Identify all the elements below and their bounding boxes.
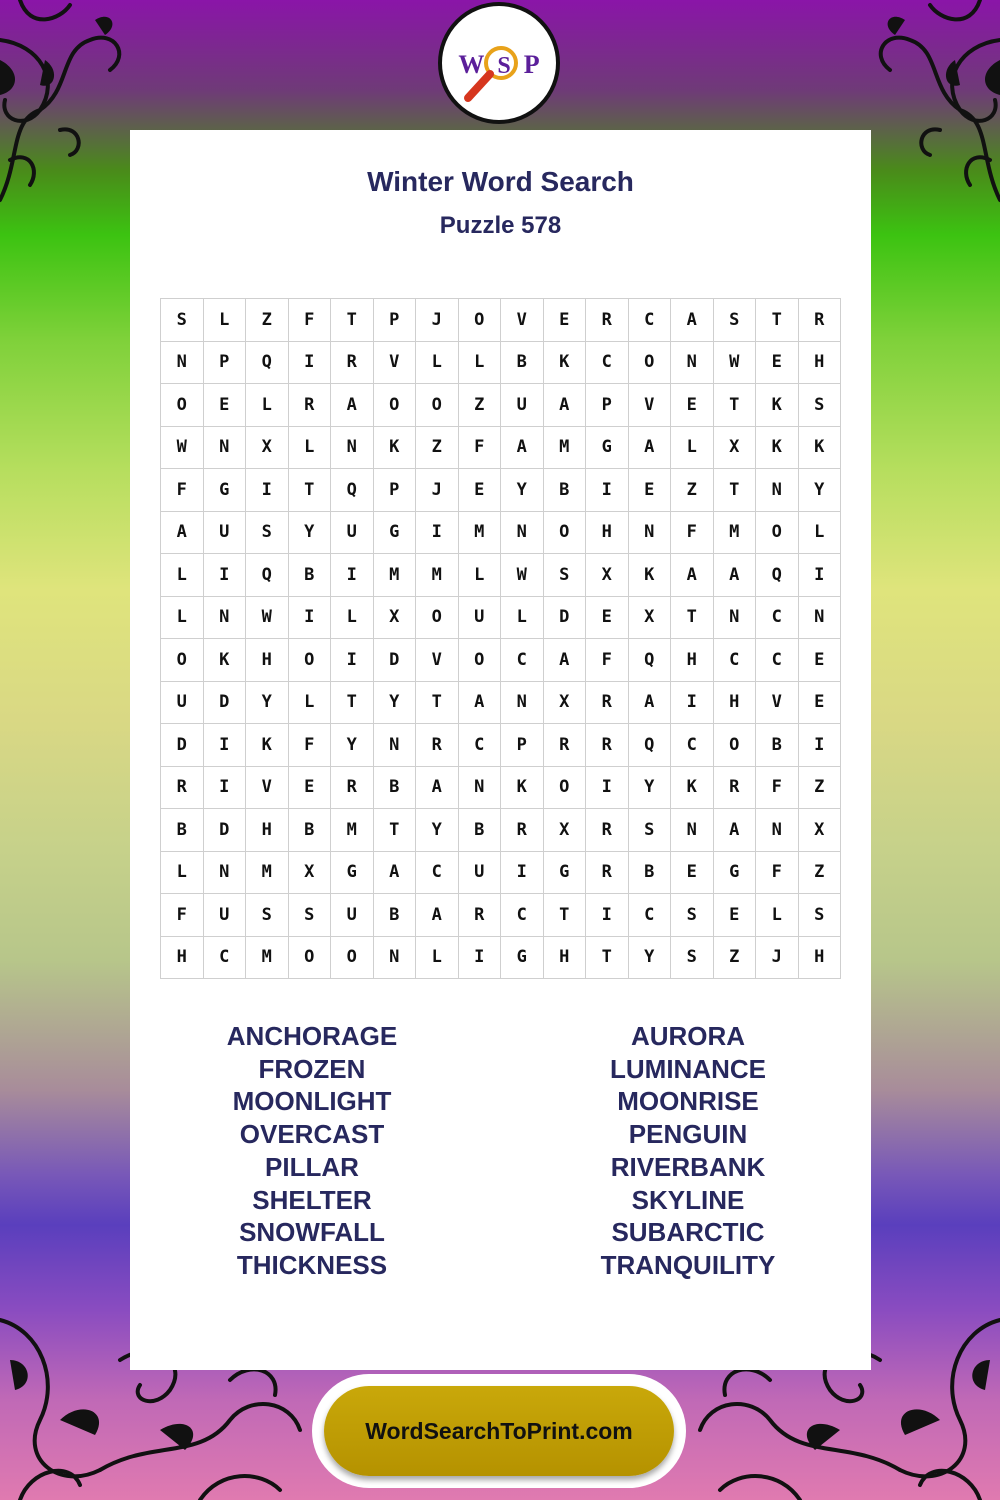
grid-cell[interactable]: C xyxy=(756,639,799,682)
grid-cell[interactable]: Y xyxy=(331,724,374,767)
grid-cell[interactable]: K xyxy=(799,427,842,470)
grid-cell[interactable]: G xyxy=(714,852,757,895)
grid-cell[interactable]: P xyxy=(204,342,247,385)
grid-cell[interactable]: E xyxy=(544,299,587,342)
grid-cell[interactable]: A xyxy=(629,682,672,725)
grid-cell[interactable]: N xyxy=(374,724,417,767)
grid-cell[interactable]: C xyxy=(501,639,544,682)
grid-cell[interactable]: A xyxy=(714,554,757,597)
grid-cell[interactable]: N xyxy=(374,937,417,980)
grid-cell[interactable]: B xyxy=(544,469,587,512)
grid-cell[interactable]: I xyxy=(416,512,459,555)
grid-cell[interactable]: I xyxy=(204,767,247,810)
grid-cell[interactable]: I xyxy=(246,469,289,512)
grid-cell[interactable]: E xyxy=(629,469,672,512)
grid-cell[interactable]: T xyxy=(416,682,459,725)
grid-cell[interactable]: I xyxy=(331,554,374,597)
grid-cell[interactable]: T xyxy=(714,469,757,512)
grid-cell[interactable]: C xyxy=(671,724,714,767)
grid-cell[interactable]: N xyxy=(671,342,714,385)
grid-cell[interactable]: Y xyxy=(501,469,544,512)
grid-cell[interactable]: L xyxy=(246,384,289,427)
grid-cell[interactable]: L xyxy=(289,427,332,470)
grid-cell[interactable]: O xyxy=(459,299,502,342)
grid-cell[interactable]: U xyxy=(501,384,544,427)
grid-cell[interactable]: L xyxy=(331,597,374,640)
grid-cell[interactable]: S xyxy=(671,894,714,937)
grid-cell[interactable]: N xyxy=(161,342,204,385)
grid-cell[interactable]: R xyxy=(331,767,374,810)
grid-cell[interactable]: O xyxy=(544,767,587,810)
grid-cell[interactable]: H xyxy=(714,682,757,725)
grid-cell[interactable]: U xyxy=(459,597,502,640)
grid-cell[interactable]: A xyxy=(161,512,204,555)
grid-cell[interactable]: M xyxy=(246,852,289,895)
grid-cell[interactable]: H xyxy=(671,639,714,682)
grid-cell[interactable]: K xyxy=(246,724,289,767)
word-list-left xyxy=(162,1020,462,1282)
grid-cell[interactable]: V xyxy=(416,639,459,682)
site-logo xyxy=(438,2,560,124)
grid-cell[interactable]: X xyxy=(374,597,417,640)
grid-cell[interactable]: R xyxy=(459,894,502,937)
grid-cell[interactable]: C xyxy=(501,894,544,937)
grid-cell[interactable]: Y xyxy=(416,809,459,852)
grid-cell[interactable]: N xyxy=(204,427,247,470)
grid-cell[interactable]: K xyxy=(374,427,417,470)
word-list-item: FROZEN xyxy=(258,1053,366,1084)
grid-cell[interactable]: T xyxy=(756,299,799,342)
grid-cell[interactable]: E xyxy=(289,767,332,810)
logo-letter-s: S xyxy=(497,53,511,79)
grid-cell[interactable]: Z xyxy=(714,937,757,980)
grid-cell[interactable]: W xyxy=(501,554,544,597)
grid-cell[interactable]: R xyxy=(586,809,629,852)
grid-cell[interactable]: E xyxy=(714,894,757,937)
grid-cell[interactable]: H xyxy=(246,639,289,682)
grid-cell[interactable]: B xyxy=(629,852,672,895)
grid-cell[interactable]: N xyxy=(629,512,672,555)
grid-cell[interactable]: G xyxy=(204,469,247,512)
grid-cell[interactable]: O xyxy=(289,937,332,980)
grid-cell[interactable]: E xyxy=(756,342,799,385)
grid-cell[interactable]: X xyxy=(544,809,587,852)
grid-cell[interactable]: I xyxy=(459,937,502,980)
grid-cell[interactable]: T xyxy=(544,894,587,937)
grid-cell[interactable]: F xyxy=(161,469,204,512)
grid-cell[interactable]: F xyxy=(289,299,332,342)
grid-cell[interactable]: N xyxy=(204,852,247,895)
grid-cell[interactable]: D xyxy=(544,597,587,640)
grid-cell[interactable]: H xyxy=(246,809,289,852)
grid-cell[interactable]: R xyxy=(586,852,629,895)
grid-cell[interactable]: L xyxy=(161,554,204,597)
grid-cell[interactable]: H xyxy=(544,937,587,980)
grid-cell[interactable]: F xyxy=(756,852,799,895)
word-list-item: SUBARCTIC xyxy=(611,1217,765,1248)
grid-cell[interactable]: Y xyxy=(629,937,672,980)
grid-cell[interactable]: U xyxy=(204,512,247,555)
word-list-item: MOONLIGHT xyxy=(232,1086,392,1117)
grid-cell[interactable]: O xyxy=(459,639,502,682)
grid-cell[interactable]: M xyxy=(459,512,502,555)
grid-cell[interactable]: U xyxy=(459,852,502,895)
grid-cell[interactable]: F xyxy=(459,427,502,470)
grid-cell[interactable]: M xyxy=(246,937,289,980)
grid-cell[interactable]: B xyxy=(756,724,799,767)
grid-cell[interactable]: A xyxy=(331,384,374,427)
grid-cell[interactable]: G xyxy=(374,512,417,555)
grid-cell[interactable]: S xyxy=(289,894,332,937)
grid-cell[interactable]: T xyxy=(586,937,629,980)
grid-cell[interactable]: C xyxy=(204,937,247,980)
grid-cell[interactable]: C xyxy=(714,639,757,682)
grid-cell[interactable]: R xyxy=(586,682,629,725)
grid-cell[interactable]: I xyxy=(204,554,247,597)
grid-cell[interactable]: N xyxy=(756,469,799,512)
grid-cell[interactable]: Z xyxy=(671,469,714,512)
grid-cell[interactable]: L xyxy=(459,342,502,385)
grid-cell[interactable]: N xyxy=(204,597,247,640)
grid-cell[interactable]: B xyxy=(374,894,417,937)
grid-cell[interactable]: R xyxy=(799,299,842,342)
grid-cell[interactable]: Q xyxy=(629,639,672,682)
grid-cell[interactable]: Y xyxy=(629,767,672,810)
grid-cell[interactable]: T xyxy=(374,809,417,852)
grid-cell[interactable]: Z xyxy=(799,852,842,895)
puzzle-card xyxy=(130,130,871,1370)
grid-cell[interactable]: A xyxy=(671,299,714,342)
grid-cell[interactable]: T xyxy=(714,384,757,427)
grid-cell[interactable]: Q xyxy=(629,724,672,767)
grid-cell[interactable]: R xyxy=(586,724,629,767)
grid-cell[interactable]: O xyxy=(714,724,757,767)
word-list-item: PENGUIN xyxy=(628,1119,748,1150)
grid-cell[interactable]: V xyxy=(374,342,417,385)
grid-cell[interactable]: O xyxy=(161,384,204,427)
word-list-item: SNOWFALL xyxy=(239,1217,385,1248)
grid-cell[interactable]: C xyxy=(629,299,672,342)
grid-cell[interactable]: Q xyxy=(246,342,289,385)
grid-cell[interactable]: C xyxy=(629,894,672,937)
grid-cell[interactable]: K xyxy=(501,767,544,810)
grid-cell[interactable]: W xyxy=(161,427,204,470)
grid-cell[interactable]: E xyxy=(586,597,629,640)
grid-cell[interactable]: L xyxy=(799,512,842,555)
grid-cell[interactable]: S xyxy=(629,809,672,852)
grid-cell[interactable]: L xyxy=(671,427,714,470)
logo-letter-w: W xyxy=(458,50,485,79)
grid-cell[interactable]: R xyxy=(544,724,587,767)
grid-cell[interactable]: H xyxy=(799,342,842,385)
page-title: Winter Word Search xyxy=(367,166,634,197)
grid-cell[interactable]: S xyxy=(671,937,714,980)
logo-letter-p: P xyxy=(523,50,540,79)
grid-cell[interactable]: C xyxy=(416,852,459,895)
grid-cell[interactable]: J xyxy=(756,937,799,980)
grid-cell[interactable]: V xyxy=(501,299,544,342)
grid-cell[interactable]: U xyxy=(204,894,247,937)
grid-cell[interactable]: L xyxy=(416,937,459,980)
grid-cell[interactable]: Z xyxy=(459,384,502,427)
grid-cell[interactable]: J xyxy=(416,299,459,342)
grid-cell[interactable]: M xyxy=(544,427,587,470)
grid-cell[interactable]: P xyxy=(501,724,544,767)
grid-cell[interactable]: A xyxy=(544,639,587,682)
grid-cell[interactable]: S xyxy=(246,512,289,555)
grid-cell[interactable]: M xyxy=(714,512,757,555)
grid-cell[interactable]: N xyxy=(331,427,374,470)
grid-cell[interactable]: K xyxy=(629,554,672,597)
grid-cell[interactable]: M xyxy=(374,554,417,597)
grid-cell[interactable]: I xyxy=(586,894,629,937)
grid-cell[interactable]: I xyxy=(799,724,842,767)
grid-cell[interactable]: D xyxy=(204,809,247,852)
grid-cell[interactable]: U xyxy=(331,512,374,555)
grid-cell[interactable]: N xyxy=(756,809,799,852)
grid-cell[interactable]: X xyxy=(629,597,672,640)
grid-cell[interactable]: G xyxy=(501,937,544,980)
grid-cell[interactable]: W xyxy=(246,597,289,640)
grid-cell[interactable]: E xyxy=(799,682,842,725)
footer-badge xyxy=(312,1374,686,1488)
grid-cell[interactable]: A xyxy=(714,809,757,852)
grid-cell[interactable]: S xyxy=(246,894,289,937)
grid-cell[interactable]: Z xyxy=(416,427,459,470)
grid-cell[interactable]: N xyxy=(671,809,714,852)
grid-cell[interactable]: Y xyxy=(799,469,842,512)
grid-cell[interactable]: Q xyxy=(756,554,799,597)
grid-cell[interactable]: L xyxy=(289,682,332,725)
word-list-item: OVERCAST xyxy=(239,1119,385,1150)
grid-cell[interactable]: T xyxy=(331,299,374,342)
grid-cell[interactable]: Y xyxy=(246,682,289,725)
grid-cell[interactable]: T xyxy=(671,597,714,640)
grid-cell[interactable]: P xyxy=(586,384,629,427)
grid-cell[interactable]: F xyxy=(756,767,799,810)
grid-cell[interactable]: F xyxy=(671,512,714,555)
grid-cell[interactable]: C xyxy=(756,597,799,640)
grid-cell[interactable]: M xyxy=(416,554,459,597)
grid-cell[interactable]: G xyxy=(544,852,587,895)
word-list-item: LUMINANCE xyxy=(610,1053,766,1084)
grid-cell[interactable]: D xyxy=(204,682,247,725)
grid-cell[interactable]: A xyxy=(501,427,544,470)
grid-cell[interactable]: S xyxy=(799,384,842,427)
grid-cell[interactable]: R xyxy=(501,809,544,852)
grid-cell[interactable]: H xyxy=(586,512,629,555)
word-list-item: ANCHORAGE xyxy=(226,1021,398,1051)
grid-cell[interactable]: Q xyxy=(246,554,289,597)
grid-cell[interactable]: L xyxy=(756,894,799,937)
word-list-item: SKYLINE xyxy=(631,1184,745,1215)
grid-cell[interactable]: E xyxy=(459,469,502,512)
grid-cell[interactable]: E xyxy=(799,639,842,682)
corner-flourish-top-left xyxy=(0,0,150,220)
grid-cell[interactable]: S xyxy=(544,554,587,597)
grid-cell[interactable]: Q xyxy=(331,469,374,512)
grid-cell[interactable]: K xyxy=(204,639,247,682)
grid-cell[interactable]: N xyxy=(501,512,544,555)
grid-cell[interactable]: E xyxy=(671,384,714,427)
corner-flourish-top-right xyxy=(850,0,1000,220)
grid-cell[interactable]: N xyxy=(714,597,757,640)
grid-cell[interactable]: I xyxy=(671,682,714,725)
grid-cell[interactable]: F xyxy=(289,724,332,767)
grid-cell[interactable]: L xyxy=(161,852,204,895)
grid-cell[interactable]: X xyxy=(289,852,332,895)
grid-cell[interactable]: P xyxy=(374,469,417,512)
grid-cell[interactable]: Y xyxy=(289,512,332,555)
grid-cell[interactable]: X xyxy=(714,427,757,470)
grid-cell[interactable]: R xyxy=(416,724,459,767)
grid-cell[interactable]: D xyxy=(374,639,417,682)
grid-cell[interactable]: U xyxy=(161,682,204,725)
grid-cell[interactable]: C xyxy=(459,724,502,767)
grid-cell[interactable]: A xyxy=(416,767,459,810)
grid-cell[interactable]: T xyxy=(289,469,332,512)
grid-cell[interactable]: G xyxy=(331,852,374,895)
grid-cell[interactable]: I xyxy=(586,767,629,810)
grid-cell[interactable]: B xyxy=(289,554,332,597)
grid-cell[interactable]: D xyxy=(161,724,204,767)
grid-cell[interactable]: G xyxy=(586,427,629,470)
grid-cell[interactable]: T xyxy=(331,682,374,725)
grid-cell[interactable]: P xyxy=(374,299,417,342)
word-list-right xyxy=(538,1020,838,1282)
grid-cell[interactable]: B xyxy=(459,809,502,852)
grid-cell[interactable]: A xyxy=(544,384,587,427)
grid-cell[interactable]: O xyxy=(756,512,799,555)
grid-cell[interactable]: B xyxy=(289,809,332,852)
grid-cell[interactable]: B xyxy=(501,342,544,385)
grid-cell[interactable]: K xyxy=(671,767,714,810)
word-list-item: THICKNESS xyxy=(236,1249,388,1280)
grid-cell[interactable]: W xyxy=(714,342,757,385)
grid-cell[interactable]: K xyxy=(756,384,799,427)
grid-cell[interactable]: H xyxy=(161,937,204,980)
grid-cell[interactable]: S xyxy=(799,894,842,937)
grid-cell[interactable]: E xyxy=(204,384,247,427)
word-list-item: SHELTER xyxy=(252,1184,372,1215)
grid-cell[interactable]: I xyxy=(501,852,544,895)
grid-cell[interactable]: A xyxy=(416,894,459,937)
grid-cell[interactable]: F xyxy=(161,894,204,937)
grid-cell[interactable]: R xyxy=(586,299,629,342)
grid-cell[interactable]: B xyxy=(374,767,417,810)
grid-cell[interactable]: R xyxy=(161,767,204,810)
grid-cell[interactable]: H xyxy=(799,937,842,980)
grid-cell[interactable]: M xyxy=(331,809,374,852)
website-link-button[interactable]: WordSearchToPrint.com xyxy=(324,1386,674,1476)
grid-cell[interactable]: R xyxy=(331,342,374,385)
grid-cell[interactable]: O xyxy=(629,342,672,385)
grid-cell[interactable]: X xyxy=(586,554,629,597)
grid-cell[interactable]: I xyxy=(289,597,332,640)
grid-cell[interactable]: O xyxy=(544,512,587,555)
grid-cell[interactable]: L xyxy=(459,554,502,597)
grid-cell[interactable]: V xyxy=(246,767,289,810)
grid-cell[interactable]: A xyxy=(374,852,417,895)
word-list-item: AURORA xyxy=(630,1021,746,1051)
word-list-item: TRANQUILITY xyxy=(600,1249,776,1280)
grid-cell[interactable]: L xyxy=(204,299,247,342)
grid-cell[interactable]: O xyxy=(416,597,459,640)
grid-cell[interactable]: I xyxy=(331,639,374,682)
grid-cell[interactable]: N xyxy=(501,682,544,725)
grid-cell[interactable]: X xyxy=(544,682,587,725)
grid-cell[interactable]: F xyxy=(586,639,629,682)
grid-cell[interactable]: R xyxy=(289,384,332,427)
grid-cell[interactable]: Z xyxy=(246,299,289,342)
word-list-item: PILLAR xyxy=(265,1151,359,1182)
grid-cell[interactable]: O xyxy=(374,384,417,427)
grid-cell[interactable]: S xyxy=(714,299,757,342)
grid-cell[interactable]: Z xyxy=(799,767,842,810)
grid-cell[interactable]: X xyxy=(246,427,289,470)
grid-cell[interactable]: J xyxy=(416,469,459,512)
logo-letters xyxy=(442,50,556,80)
grid-cell[interactable]: I xyxy=(204,724,247,767)
grid-cell[interactable]: O xyxy=(416,384,459,427)
grid-cell[interactable]: B xyxy=(161,809,204,852)
word-list-item: RIVERBANK xyxy=(610,1151,766,1182)
letter-grid xyxy=(160,298,841,979)
grid-cell[interactable]: R xyxy=(714,767,757,810)
grid-cell[interactable]: E xyxy=(671,852,714,895)
grid-cell[interactable]: L xyxy=(416,342,459,385)
grid-cell[interactable]: Y xyxy=(374,682,417,725)
grid-cell[interactable]: A xyxy=(671,554,714,597)
grid-cell[interactable]: N xyxy=(459,767,502,810)
word-list-item: MOONRISE xyxy=(617,1086,759,1117)
grid-cell[interactable]: L xyxy=(161,597,204,640)
grid-cell[interactable]: S xyxy=(161,299,204,342)
grid-cell[interactable]: V xyxy=(756,682,799,725)
grid-cell[interactable]: O xyxy=(161,639,204,682)
grid-cell[interactable]: A xyxy=(459,682,502,725)
grid-cell[interactable]: A xyxy=(629,427,672,470)
grid-cell[interactable]: I xyxy=(799,554,842,597)
grid-cell[interactable]: I xyxy=(586,469,629,512)
grid-cell[interactable]: O xyxy=(331,937,374,980)
grid-cell[interactable]: O xyxy=(289,639,332,682)
grid-cell[interactable]: I xyxy=(289,342,332,385)
grid-cell[interactable]: K xyxy=(756,427,799,470)
grid-cell[interactable]: N xyxy=(799,597,842,640)
grid-cell[interactable]: X xyxy=(799,809,842,852)
grid-cell[interactable]: U xyxy=(331,894,374,937)
grid-cell[interactable]: L xyxy=(501,597,544,640)
grid-cell[interactable]: V xyxy=(629,384,672,427)
grid-cell[interactable]: K xyxy=(544,342,587,385)
grid-cell[interactable]: C xyxy=(586,342,629,385)
puzzle-number: Puzzle 578 xyxy=(439,212,562,239)
